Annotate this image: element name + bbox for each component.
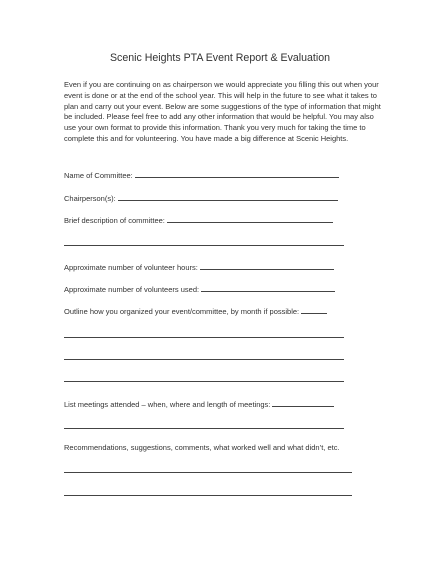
description-label: Brief description of committee: (64, 216, 165, 225)
committee-name-label: Name of Committee: (64, 171, 133, 180)
outline-line-2[interactable] (64, 359, 344, 360)
description-line[interactable] (167, 215, 333, 223)
recommendations-field (64, 443, 340, 452)
description-field (64, 215, 333, 225)
recommendations-line-1[interactable] (64, 472, 352, 473)
recommendations-label: Recommendations, suggestions, comments, what worked well and what didn’t, etc. (64, 443, 340, 452)
chairpersons-line[interactable] (118, 193, 338, 201)
committee-name-line[interactable] (135, 170, 339, 178)
meetings-line-1[interactable] (64, 428, 344, 429)
meetings-line[interactable] (272, 399, 334, 407)
outline-line-1[interactable] (64, 337, 344, 338)
document-title: Scenic Heights PTA Event Report & Evaluation (109, 52, 331, 64)
volunteer-hours-label: Approximate number of volunteer hours: (64, 263, 198, 272)
meetings-field (64, 399, 334, 409)
chairpersons-field (64, 193, 338, 203)
volunteer-hours-line[interactable] (200, 262, 334, 270)
volunteers-used-line[interactable] (201, 284, 335, 292)
outline-line[interactable] (301, 306, 327, 314)
chairpersons-label: Chairperson(s): (64, 194, 116, 203)
volunteers-used-label: Approximate number of volunteers used: (64, 285, 200, 294)
volunteers-used-field (64, 284, 335, 294)
volunteer-hours-field (64, 262, 334, 272)
recommendations-line-2[interactable] (64, 495, 352, 496)
outline-label: Outline how you organized your event/committee, by month if possible: (64, 307, 300, 316)
committee-name-field (64, 170, 339, 180)
description-extra-line[interactable] (64, 245, 344, 246)
outline-line-3[interactable] (64, 381, 344, 382)
meetings-label: List meetings attended – when, where and length of meetings: (64, 400, 271, 409)
intro-paragraph: Even if you are continuing on as chairperson we would appreciate you filling this out when your event is done or at the end of the school year. This will help in the future to see what it takes to plan and carry out your event. Below are some suggestions of the type of information that might be included. Please feel free to add any other information that would be helpful. You may also use your own format to provide this information. Thank you very much for taking the time to complete this and for volunteering. You have made a big difference at Scenic Heights. (64, 80, 381, 143)
outline-field (64, 306, 327, 316)
